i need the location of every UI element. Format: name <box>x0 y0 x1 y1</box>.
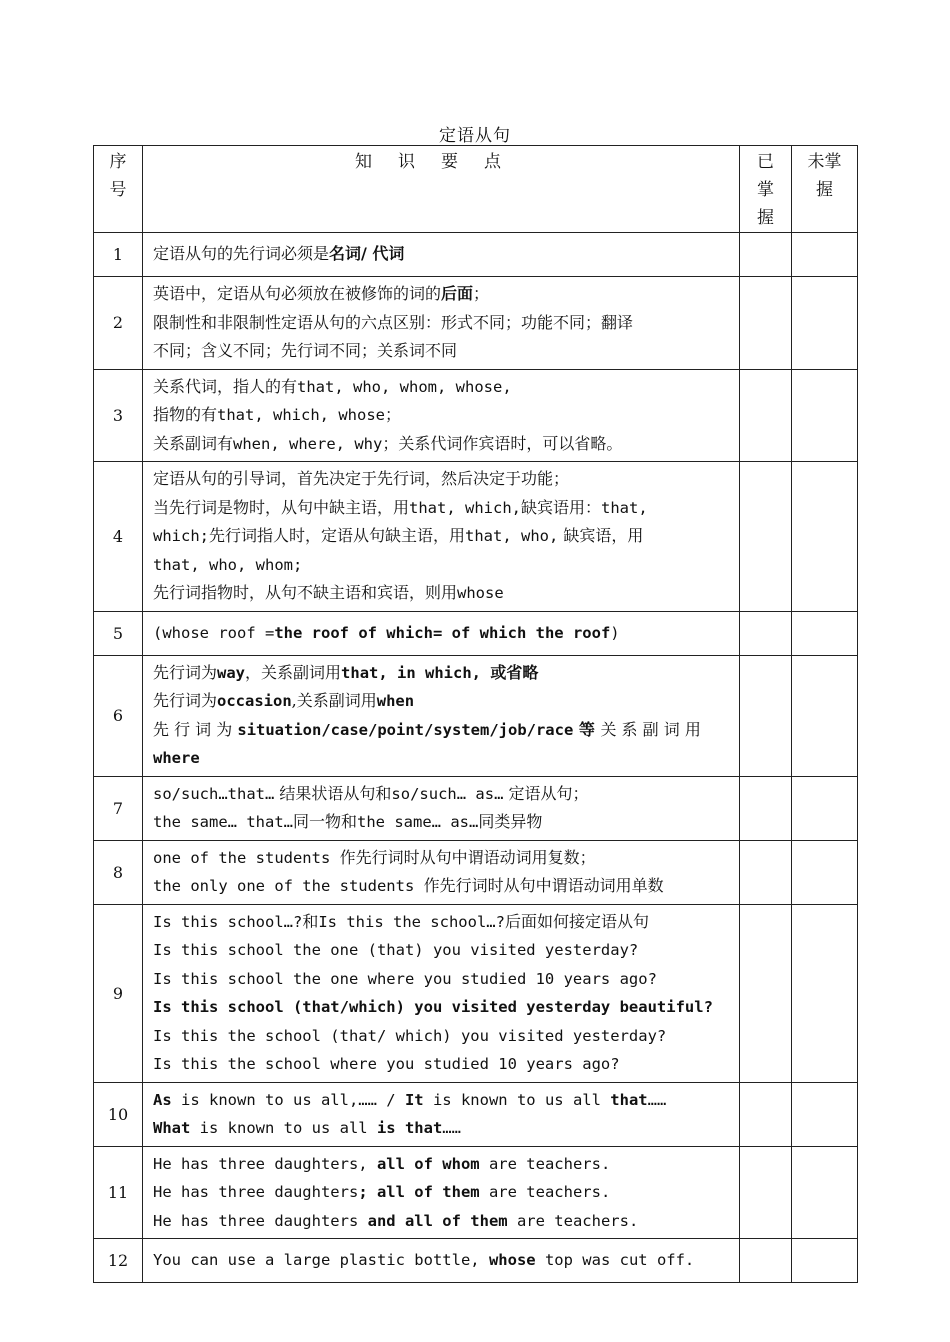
text-segment: that, which, whose <box>217 406 385 424</box>
header-num-line: 号 <box>109 180 127 200</box>
text-segment: Is this school (that/which) you visited yesterday beautiful? <box>153 998 713 1016</box>
row-number: 7 <box>94 776 143 840</box>
knowledge-line <box>153 280 730 309</box>
knowledge-line <box>153 401 730 430</box>
header-not-mastered-line: 握 <box>816 180 833 200</box>
mastered-checkbox-cell[interactable] <box>740 840 792 904</box>
text-segment: that <box>610 1090 648 1109</box>
text-segment: 先 行 词 为 <box>153 719 238 739</box>
text-segment: where <box>153 749 200 767</box>
knowledge-line <box>153 1114 730 1143</box>
text-segment: is known to us all <box>423 1090 611 1109</box>
header-main: 知识要点 <box>143 146 740 233</box>
mastered-checkbox-cell[interactable] <box>740 277 792 370</box>
knowledge-line <box>153 1050 730 1079</box>
row-number: 8 <box>94 840 143 904</box>
text-segment: ； <box>473 284 490 303</box>
knowledge-point <box>143 840 740 904</box>
knowledge-point <box>143 277 740 370</box>
row-number: 4 <box>94 462 143 612</box>
text-segment: is known to us all <box>190 1119 377 1137</box>
text-segment: 名词/ 代词 <box>329 244 405 264</box>
text-segment: 不同；含义不同；先行词不同；关系词不同 <box>153 341 458 360</box>
not-mastered-checkbox-cell[interactable] <box>792 1146 858 1239</box>
text-segment: 限制性和非限制性定语从句的六点区别：形式不同；功能不同；翻译 <box>153 312 634 332</box>
knowledge-line <box>153 579 730 608</box>
text-segment: occasion <box>217 692 292 710</box>
knowledge-point <box>143 462 740 612</box>
knowledge-line <box>153 1178 730 1207</box>
text-segment: top was cut off. <box>535 1251 695 1270</box>
table-row <box>94 840 858 904</box>
text-segment: 先行词指物时，从句不缺主语和宾语，则用 <box>153 583 458 602</box>
knowledge-point <box>143 904 740 1082</box>
text-segment: the same… as… <box>357 813 479 831</box>
text-segment: You can use a large plastic bottle, <box>153 1251 489 1270</box>
knowledge-line <box>153 993 730 1022</box>
text-segment: ；关系代词作宾语时，可以省略。 <box>382 433 623 453</box>
table-row <box>94 1082 858 1146</box>
text-segment: Is this school the one where you studied 10 years ago? <box>153 969 657 988</box>
table-row <box>94 369 858 462</box>
knowledge-point <box>143 233 740 277</box>
text-segment: 同一物和 <box>292 812 357 831</box>
text-segment: (whose roof = <box>153 623 275 642</box>
text-segment: whose <box>488 1251 536 1270</box>
knowledge-table <box>93 145 858 1283</box>
row-number: 1 <box>94 233 143 277</box>
text-segment: 英语中，定语从句必须放在被修饰的词的 <box>153 284 442 303</box>
not-mastered-checkbox-cell[interactable] <box>792 776 858 840</box>
table-row <box>94 776 858 840</box>
text-segment: are teachers. <box>479 1183 611 1201</box>
knowledge-line <box>153 780 730 809</box>
text-segment: 关 系 副 词 用 <box>600 719 701 739</box>
knowledge-line <box>153 1150 730 1179</box>
text-segment: ; all of them <box>358 1183 480 1201</box>
text-segment: so/such…that… <box>153 784 275 803</box>
knowledge-point <box>143 369 740 462</box>
not-mastered-checkbox-cell[interactable] <box>792 369 858 462</box>
text-segment: 先行词为 <box>153 662 218 682</box>
not-mastered-checkbox-cell[interactable] <box>792 655 858 776</box>
not-mastered-checkbox-cell[interactable] <box>792 233 858 277</box>
knowledge-point <box>143 611 740 655</box>
not-mastered-checkbox-cell[interactable] <box>792 611 858 655</box>
text-segment: one of the students <box>153 848 340 867</box>
mastered-checkbox-cell[interactable] <box>740 1239 792 1283</box>
row-number: 11 <box>94 1146 143 1239</box>
knowledge-point <box>143 1082 740 1146</box>
mastered-checkbox-cell[interactable] <box>740 1082 792 1146</box>
text-segment: that, who, whom; <box>153 555 303 574</box>
text-segment: 关系代词，指人的有 <box>153 376 298 396</box>
knowledge-point <box>143 1239 740 1283</box>
text-segment: 作先行词时从句中谓语动词用单数 <box>423 876 664 895</box>
text-segment: 和 <box>302 911 319 931</box>
table-row <box>94 277 858 370</box>
knowledge-line <box>153 659 730 688</box>
knowledge-line <box>153 1246 730 1275</box>
text-segment: …… <box>442 1119 461 1137</box>
page-title: 定语从句 <box>439 126 511 146</box>
knowledge-line <box>153 716 730 745</box>
knowledge-line <box>153 619 730 648</box>
text-segment: Is this school the one (that) you visited yesterday? <box>153 941 639 959</box>
knowledge-line <box>153 936 730 965</box>
knowledge-line <box>153 844 730 873</box>
knowledge-line <box>153 240 730 269</box>
table-row <box>94 904 858 1082</box>
text-segment: 当先行词是物时，从句中缺主语，用 <box>153 497 410 517</box>
table-row <box>94 655 858 776</box>
knowledge-line <box>153 1086 730 1115</box>
knowledge-line <box>153 551 730 580</box>
text-segment: that, which, <box>409 498 521 517</box>
text-segment: the same… that… <box>153 813 293 831</box>
mastered-checkbox-cell[interactable] <box>740 655 792 776</box>
knowledge-line <box>153 687 730 716</box>
table-row <box>94 611 858 655</box>
row-number: 9 <box>94 904 143 1082</box>
mastered-checkbox-cell[interactable] <box>740 1146 792 1239</box>
text-segment: all of whom <box>376 1154 480 1173</box>
text-segment: is known to us all,…… / <box>171 1090 405 1109</box>
header-num <box>94 146 143 233</box>
header-num-line: 序 <box>109 152 127 172</box>
row-number: 6 <box>94 655 143 776</box>
text-segment: is that <box>376 1119 443 1137</box>
text-segment: 定语从句； <box>503 783 589 803</box>
text-segment: As <box>153 1090 172 1109</box>
row-number: 10 <box>94 1082 143 1146</box>
header-not-mastered-line: 未掌 <box>807 152 842 172</box>
header-mastered-line: 握 <box>757 208 774 228</box>
mastered-checkbox-cell[interactable] <box>740 233 792 277</box>
mastered-checkbox-cell[interactable] <box>740 369 792 462</box>
knowledge-line <box>153 808 730 837</box>
text-segment: 定语从句的引导词，首先决定于先行词，然后决定于功能； <box>153 469 570 488</box>
text-segment: Is this the school where you studied 10 years ago? <box>153 1055 620 1073</box>
knowledge-line <box>153 494 730 523</box>
text-segment: and all of them <box>367 1211 508 1230</box>
not-mastered-checkbox-cell[interactable] <box>792 840 858 904</box>
knowledge-point <box>143 776 740 840</box>
text-segment: 等 <box>573 719 601 739</box>
text-segment: ； <box>385 405 402 424</box>
text-segment: He has three daughters <box>153 1211 368 1230</box>
knowledge-line <box>153 373 730 402</box>
text-segment: are teachers. <box>479 1154 611 1173</box>
header-not-mastered <box>792 146 858 233</box>
text-segment: which; <box>153 527 209 545</box>
knowledge-line <box>153 872 730 901</box>
text-segment: are teachers. <box>507 1211 639 1230</box>
text-segment: 指物的有 <box>153 405 218 424</box>
text-segment: It <box>404 1090 424 1109</box>
row-number: 12 <box>94 1239 143 1283</box>
mastered-checkbox-cell[interactable] <box>740 904 792 1082</box>
knowledge-point <box>143 1146 740 1239</box>
header-mastered <box>740 146 792 233</box>
knowledge-line <box>153 465 730 494</box>
text-segment: He has three daughters, <box>153 1154 377 1173</box>
text-segment: whose <box>457 584 504 602</box>
knowledge-line <box>153 1207 730 1236</box>
not-mastered-checkbox-cell[interactable] <box>792 462 858 612</box>
mastered-checkbox-cell[interactable] <box>740 776 792 840</box>
text-segment: ，关系副词用 <box>245 662 342 682</box>
table-row <box>94 233 858 277</box>
text-segment: ,关系副词用 <box>291 691 377 710</box>
text-segment: 缺宾语，用 <box>558 526 644 545</box>
text-segment: Is this the school (that/ which) you visited yesterday? <box>153 1026 667 1045</box>
row-number: 5 <box>94 611 143 655</box>
text-segment: so/such… as… <box>391 784 504 803</box>
knowledge-line <box>153 337 730 366</box>
not-mastered-checkbox-cell[interactable] <box>792 1082 858 1146</box>
text-segment: 先行词为 <box>153 691 218 710</box>
header-mastered-line: 掌 <box>757 180 774 200</box>
text-segment: 先行词指人时，定语从句缺主语，用 <box>209 526 466 545</box>
knowledge-line <box>153 430 730 459</box>
text-segment: 或省略 <box>490 662 539 682</box>
knowledge-point <box>143 655 740 776</box>
text-segment: 定语从句的先行词必须是 <box>153 244 330 264</box>
text-segment: ) <box>610 623 620 642</box>
table-row <box>94 1146 858 1239</box>
knowledge-line <box>153 1022 730 1051</box>
text-segment: …… <box>647 1090 667 1109</box>
text-segment: Is this school…? <box>153 912 303 931</box>
text-segment: He has three daughters <box>153 1183 359 1201</box>
text-segment: 作先行词时从句中谓语动词用复数； <box>339 847 596 867</box>
header-mastered-line: 已 <box>757 152 774 172</box>
text-segment: 关系副词有 <box>153 433 234 453</box>
text-segment: when, where, why <box>233 434 383 453</box>
text-segment: What <box>153 1119 191 1137</box>
text-segment: 同类异物 <box>478 812 543 831</box>
header-row <box>94 146 858 233</box>
knowledge-line <box>153 908 730 937</box>
table-row <box>94 462 858 612</box>
knowledge-line <box>153 309 730 338</box>
text-segment: 后面如何接定语从句 <box>504 911 649 931</box>
row-number: 3 <box>94 369 143 462</box>
text-segment: when <box>376 692 415 710</box>
knowledge-line <box>153 965 730 994</box>
text-segment: the only one of the students <box>153 877 424 895</box>
mastered-checkbox-cell[interactable] <box>740 462 792 612</box>
not-mastered-checkbox-cell[interactable] <box>792 277 858 370</box>
text-segment: that, in which, <box>341 663 491 682</box>
text-segment: 缺宾语用： <box>521 497 602 517</box>
text-segment: that, <box>601 498 648 517</box>
text-segment: Is this the school…? <box>318 912 505 931</box>
not-mastered-checkbox-cell[interactable] <box>792 1239 858 1283</box>
text-segment: that, who, <box>465 527 559 545</box>
row-number: 2 <box>94 277 143 370</box>
not-mastered-checkbox-cell[interactable] <box>792 904 858 1082</box>
text-segment: situation/case/point/system/job/race <box>237 720 574 739</box>
text-segment: 结果状语从句和 <box>274 783 392 803</box>
text-segment: that, who, whom, whose, <box>297 377 512 396</box>
text-segment: way <box>217 663 246 682</box>
mastered-checkbox-cell[interactable] <box>740 611 792 655</box>
table-row <box>94 1239 858 1283</box>
knowledge-line <box>153 744 730 773</box>
text-segment: the roof of which= of which the roof <box>274 623 611 642</box>
text-segment: 后面 <box>441 284 474 303</box>
knowledge-line <box>153 522 730 551</box>
